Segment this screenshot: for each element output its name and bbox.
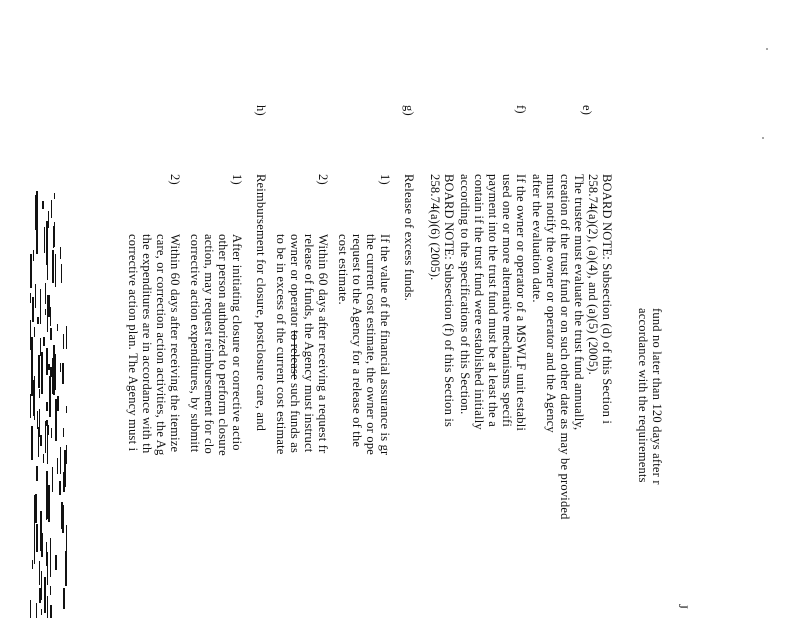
text-line: the current cost estimate, the owner or ope xyxy=(364,234,378,456)
text-line: cost estimate. xyxy=(336,234,350,305)
barcode-stroke xyxy=(30,293,31,303)
barcode-stroke xyxy=(60,247,61,259)
barcode-stroke xyxy=(50,328,52,340)
barcode-stroke xyxy=(47,422,48,464)
text-line: 258.74(a)(6) (2005). xyxy=(428,174,442,281)
text-line: request to the Agency for a release of the xyxy=(350,234,364,448)
barcode-stroke xyxy=(40,338,41,356)
text-line: creation of the trust fund or on such other date as may be provided xyxy=(558,174,572,520)
barcode-stroke xyxy=(62,363,64,384)
text-line: action, may request reimbursement for clo xyxy=(202,234,216,454)
barcode-stroke xyxy=(50,538,51,577)
barcode-stroke xyxy=(59,481,61,495)
barcode-stroke xyxy=(55,254,56,287)
subitem-label-h2: 2) xyxy=(168,174,182,185)
barcode-stroke xyxy=(34,495,35,535)
board-note-e xyxy=(586,174,614,424)
barcode-stroke xyxy=(48,485,50,522)
heading-h: Reimbursement for closure, postclosure care, and xyxy=(254,174,268,432)
barcode-stroke xyxy=(37,317,39,324)
barcode-stroke xyxy=(32,560,33,569)
barcode-stroke xyxy=(46,484,47,520)
text-line: corrective action expenditures, by submitt xyxy=(188,234,202,453)
barcode-stroke xyxy=(63,472,65,492)
barcode-stroke xyxy=(45,421,46,453)
barcode-stroke xyxy=(30,394,31,418)
barcode-stroke xyxy=(34,398,35,420)
barcode-stroke xyxy=(35,195,37,230)
barcode-stroke xyxy=(42,201,44,209)
barcode-stroke xyxy=(55,399,57,441)
barcode-stroke xyxy=(57,324,58,331)
text-line: BOARD NOTE: Subsection (f) of this Section is xyxy=(442,174,456,428)
barcode-stroke xyxy=(38,427,39,457)
barcode-stroke xyxy=(38,355,40,388)
barcode-stroke xyxy=(66,445,67,464)
subitem-label-g1: 1) xyxy=(378,174,392,185)
barcode-stroke xyxy=(44,577,46,613)
barcode-stroke xyxy=(48,364,50,370)
text-line: payment into the trust fund must be at least the a xyxy=(486,174,500,427)
barcode-stroke xyxy=(37,411,38,429)
text-line: the expenditures are in accordance with th xyxy=(140,234,154,454)
heading-g: Release of excess funds. xyxy=(402,174,416,301)
barcode-stroke xyxy=(30,600,31,618)
barcode-stroke xyxy=(39,389,40,398)
barcode-stroke xyxy=(50,586,51,595)
barcode-stroke xyxy=(66,406,67,413)
barcode-stroke xyxy=(63,334,64,349)
barcode-stroke xyxy=(54,222,55,247)
item-label-g: g) xyxy=(402,105,416,116)
text-line: must notify the owner or operator and the Agency xyxy=(544,174,558,433)
barcode-stroke xyxy=(49,376,51,417)
barcode-stroke xyxy=(40,289,41,324)
barcode-stroke xyxy=(30,254,32,288)
barcode-stroke xyxy=(47,255,48,280)
paragraph-g2 xyxy=(274,234,330,455)
barcode-stroke xyxy=(66,525,67,568)
text-line: If the owner or operator of a MSWLF unit establi xyxy=(514,174,528,432)
barcode-stroke xyxy=(41,352,43,394)
barcode-stroke xyxy=(39,588,41,603)
barcode-stroke xyxy=(36,603,37,618)
barcode-stroke xyxy=(54,356,55,395)
barcode-stroke xyxy=(52,467,53,492)
barcode-stroke xyxy=(31,337,33,356)
text-line: used one or more alternative mechanisms specifi xyxy=(500,174,514,428)
barcode-stroke xyxy=(40,435,42,446)
text-line: Within 60 days after receiving the itemize xyxy=(168,234,182,453)
barcode-stroke xyxy=(48,425,49,435)
text-line: corrective action plan. The Agency must i xyxy=(126,234,140,452)
text-line: 258.74(a)(2), (a)(4), and (a)(5) (2005). xyxy=(586,174,600,375)
text-line: BOARD NOTE: Subsection (d) of this Section i xyxy=(600,174,614,425)
barcode-stroke xyxy=(50,605,52,618)
barcode-stroke xyxy=(66,326,67,349)
barcode-stroke xyxy=(30,320,31,350)
scan-speck xyxy=(762,137,764,139)
text-line: other person authorized to perform closure xyxy=(216,234,230,456)
text-run: such funds as xyxy=(288,379,302,454)
paragraph-g1 xyxy=(336,234,392,455)
barcode-stroke xyxy=(46,402,48,411)
barcode-stroke xyxy=(41,571,42,600)
paragraph-f xyxy=(458,174,528,431)
paragraph-h2 xyxy=(126,234,182,455)
paragraph-h1 xyxy=(188,234,244,456)
barcode-stroke xyxy=(63,428,64,437)
scan-speck xyxy=(766,48,768,50)
text-line: After initiating closure or corrective actio xyxy=(230,234,244,451)
text-line: according to the specifications of this Section. xyxy=(458,174,472,415)
barcode-stroke xyxy=(60,447,61,474)
text-line xyxy=(288,234,302,455)
text-line: contain if the trust fund were established initially xyxy=(472,174,486,430)
text-line: If the value of the financial assurance is gr xyxy=(378,234,392,456)
barcode-stroke xyxy=(43,454,44,463)
barcode-stroke xyxy=(63,588,65,609)
barcode-stroke xyxy=(36,524,38,552)
text-line: fund no later than 120 days after r xyxy=(650,308,664,485)
barcode-stroke xyxy=(57,396,59,411)
text-line: to be in excess of the current cost estimate xyxy=(274,234,288,455)
barcode-stroke xyxy=(46,542,47,566)
text-line: Within 60 days after receiving a request fr xyxy=(316,234,330,454)
item-label-f: f) xyxy=(514,105,528,114)
barcode-artifact xyxy=(30,190,70,618)
barcode-stroke xyxy=(52,250,54,283)
barcode-stroke xyxy=(51,200,52,218)
barcode-stroke xyxy=(33,380,34,416)
text-run: owner or operator xyxy=(288,234,302,331)
barcode-stroke xyxy=(43,337,45,346)
item-label-h: h) xyxy=(254,105,268,116)
barcode-stroke xyxy=(41,533,43,557)
barcode-stroke xyxy=(60,363,61,372)
barcode-stroke xyxy=(35,284,36,308)
item-label-e: e) xyxy=(580,105,594,116)
barcode-stroke xyxy=(44,227,45,253)
text-line: accordance with the requirements xyxy=(636,308,650,483)
subitem-label-g2: 2) xyxy=(316,174,330,185)
barcode-stroke xyxy=(50,367,52,377)
paragraph-e xyxy=(530,174,586,520)
barcode-stroke xyxy=(61,264,62,283)
subitem-label-h1: 1) xyxy=(230,174,244,185)
barcode-stroke xyxy=(62,505,64,533)
barcode-stroke xyxy=(39,409,40,437)
barcode-stroke xyxy=(35,494,37,523)
barcode-stroke xyxy=(55,555,57,570)
board-note-f xyxy=(428,174,456,427)
text-line: care, or correction action activities, the Ag xyxy=(154,234,168,456)
barcode-stroke xyxy=(51,428,52,438)
text-line: release of funds, the Agency must instruct xyxy=(302,234,316,453)
barcode-stroke xyxy=(54,193,55,199)
barcode-stroke xyxy=(50,307,51,326)
text-line: after the evaluation date. xyxy=(530,174,544,303)
barcode-stroke xyxy=(47,552,48,575)
barcode-stroke xyxy=(41,609,42,615)
struck-text: to release xyxy=(288,330,302,380)
barcode-stroke xyxy=(36,466,38,481)
page-marker: J xyxy=(676,604,690,610)
barcode-stroke xyxy=(48,295,50,317)
barcode-stroke xyxy=(48,211,49,228)
barcode-stroke xyxy=(47,596,48,618)
barcode-stroke xyxy=(53,231,54,240)
barcode-stroke xyxy=(39,561,40,585)
barcode-stroke xyxy=(47,295,48,332)
continuation-paragraph xyxy=(636,308,664,485)
barcode-stroke xyxy=(32,297,34,322)
barcode-stroke xyxy=(57,458,58,474)
barcode-stroke xyxy=(45,309,46,315)
barcode-stroke xyxy=(46,348,48,375)
barcode-stroke xyxy=(34,327,35,337)
barcode-stroke xyxy=(46,420,48,426)
text-line: The trustee must evaluate the trust fund annually, xyxy=(572,174,586,431)
barcode-stroke xyxy=(33,250,34,261)
barcode-stroke xyxy=(31,426,33,460)
barcode-stroke xyxy=(45,283,46,304)
